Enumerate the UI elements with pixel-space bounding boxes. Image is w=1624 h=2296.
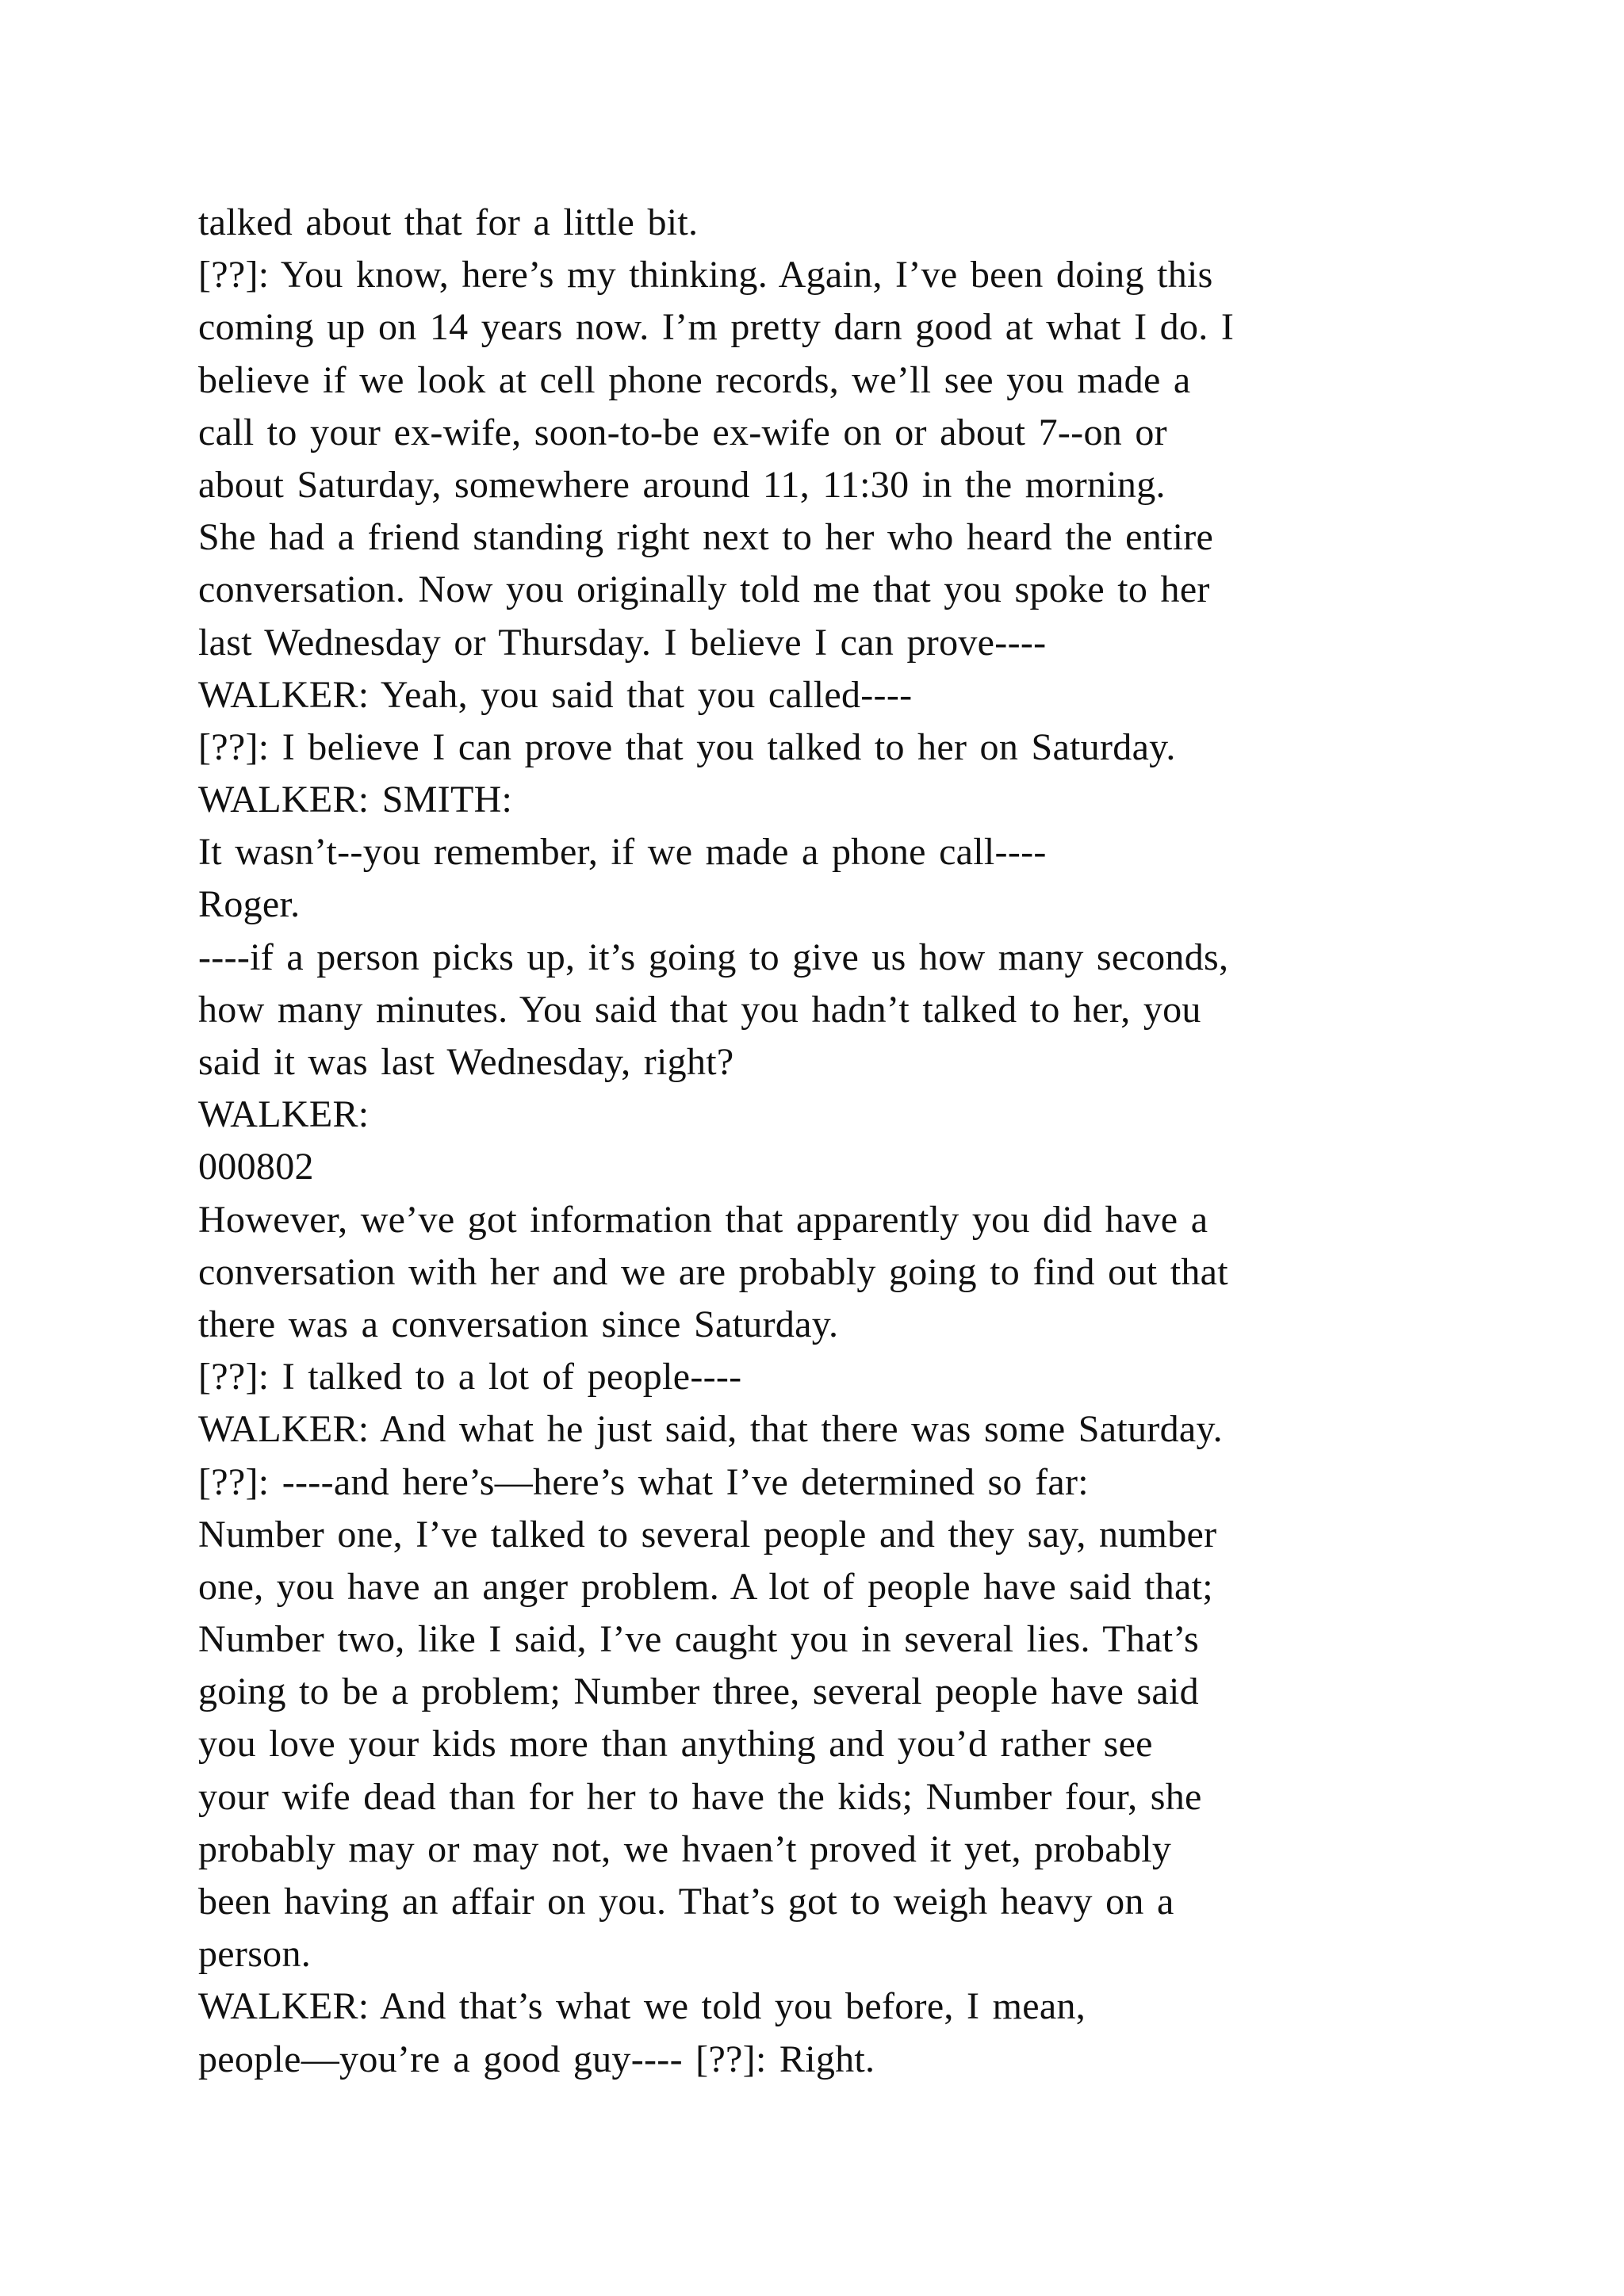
transcript-line: [??]: I talked to a lot of people---- — [198, 1356, 742, 1399]
transcript-line: there was a conversation since Saturday. — [198, 1303, 839, 1345]
transcript-line: believe if we look at cell phone records, we’ll see you made a — [198, 358, 1191, 401]
transcript-line: been having an affair on you. That’s got to weigh heavy on a — [198, 1881, 1174, 1923]
transcript-line: conversation. Now you originally told me that you spoke to her — [198, 568, 1210, 611]
transcript-line: WALKER: Yeah, you said that you called---- — [198, 673, 913, 716]
transcript-line: WALKER: And that’s what we told you before, I mean, — [198, 1985, 1086, 2028]
transcript-line: probably may or may not, we hvaen’t proved it yet, probably — [198, 1827, 1172, 1870]
transcript-line: person. — [198, 1933, 312, 1976]
transcript-line: ----if a person picks up, it’s going to give us how many seconds, — [198, 936, 1229, 978]
transcript-line: about Saturday, somewhere around 11, 11:30 in the morning. — [198, 463, 1166, 506]
transcript-line: WALKER: And what he just said, that there was some Saturday. — [198, 1408, 1223, 1451]
transcript-line: She had a friend standing right next to her who heard the entire — [198, 516, 1214, 559]
transcript-line: going to be a problem; Number three, several people have said — [198, 1670, 1199, 1713]
transcript-line: last Wednesday or Thursday. I believe I can prove---- — [198, 621, 1047, 664]
transcript-line: conversation with her and we are probably going to find out that — [198, 1250, 1228, 1293]
transcript-line: talked about that for a little bit. — [198, 201, 699, 243]
page-number: 000802 — [198, 1146, 314, 1188]
transcript-line: Roger. — [198, 883, 301, 926]
transcript-line: how many minutes. You said that you hadn’t talked to her, you — [198, 988, 1201, 1031]
transcript-line: one, you have an anger problem. A lot of people have said that; — [198, 1565, 1213, 1608]
transcript-text — [198, 197, 1451, 2086]
transcript-line: However, we’ve got information that apparently you did have a — [198, 1198, 1208, 1241]
transcript-line: WALKER: SMITH: — [198, 779, 513, 821]
transcript-line: coming up on 14 years now. I’m pretty darn good at what I do. I — [198, 306, 1235, 349]
transcript-line: [??]: You know, here’s my thinking. Again, I’ve been doing this — [198, 254, 1213, 297]
transcript-line: WALKER: — [198, 1093, 370, 1136]
transcript-line: [??]: ----and here’s—here’s what I’ve determined so far: — [198, 1460, 1089, 1503]
transcript-line: said it was last Wednesday, right? — [198, 1041, 734, 1083]
transcript-line: [??]: I believe I can prove that you talked to her on Saturday. — [198, 725, 1176, 768]
transcript-line: people—you’re a good guy---- [??]: Right. — [198, 2038, 875, 2080]
transcript-line: Number one, I’ve talked to several people and they say, number — [198, 1513, 1217, 1556]
transcript-line: your wife dead than for her to have the kids; Number four, she — [198, 1775, 1202, 1818]
transcript-line: call to your ex-wife, soon-to-be ex-wife on or about 7--on or — [198, 411, 1167, 453]
transcript-line: It wasn’t--you remember, if we made a phone call---- — [198, 831, 1047, 874]
transcript-line: Number two, like I said, I’ve caught you in several lies. That’s — [198, 1618, 1200, 1661]
transcript-line: you love your kids more than anything and you’d rather see — [198, 1723, 1153, 1766]
